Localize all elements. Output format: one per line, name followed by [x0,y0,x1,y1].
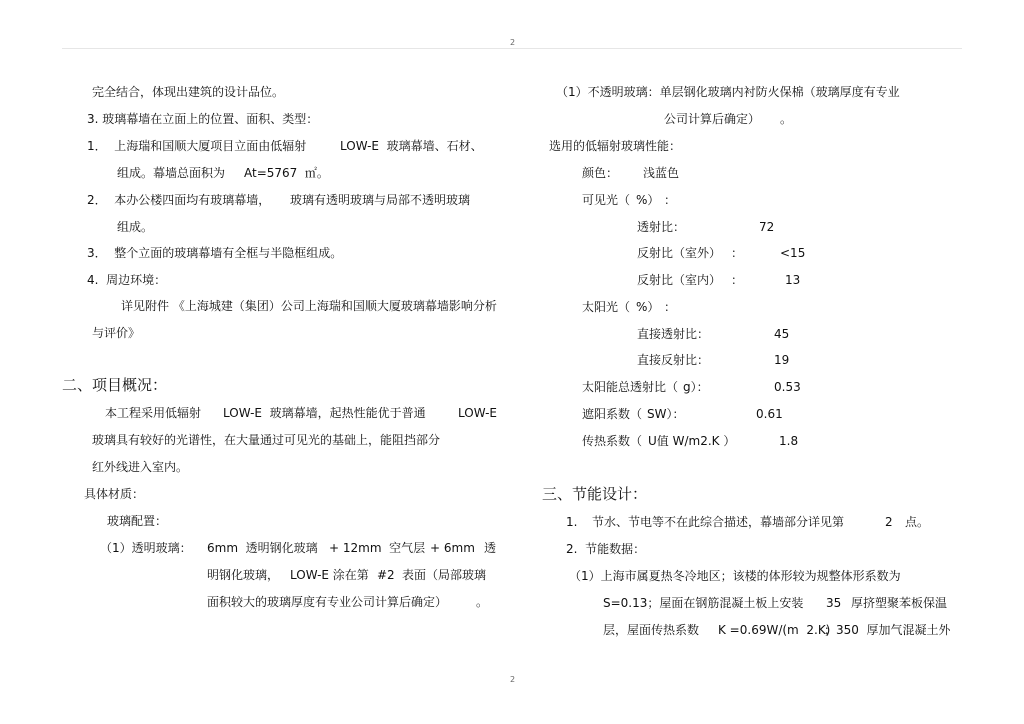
text-fragment: 2 [885,515,893,529]
property-label: 传热系数（ [582,434,643,448]
text-fragment: 点。 [905,515,930,529]
text-fragment: 。 [780,112,793,126]
property-label: ： [664,193,677,207]
text-fragment: 节水、节电等不在此综合描述，幕墙部分详见第 [592,515,845,529]
text-fragment: ；350 厚加气混凝土外 [824,623,951,637]
text-fragment: （1）透明玻璃： [100,541,192,555]
property-value: 72 [759,220,775,234]
property-label: 太阳光（ [582,300,631,314]
text-fragment: LOW-E [458,406,497,420]
property-label: ： [731,273,744,287]
property-value: 1.8 [779,434,799,448]
text-fragment: 面积较大的玻璃厚度有专业公司计算后确定） [207,595,448,609]
property-value: 0.53 [774,380,801,394]
text-line: 具体材质： [84,487,145,501]
property-label: SW）： [647,407,685,421]
text-fragment: S=0.13；屋面在钢筋混凝土板上安装 [603,596,804,610]
text-line: （1）不透明玻璃：单层钢化玻璃内衬防火保棉（玻璃厚度有专业 [556,85,900,99]
section-heading-energy-design: 三、节能设计： [542,485,648,503]
text-fragment: 6mm 透明钢化玻璃 [207,541,318,555]
text-line: 与评价》 [92,326,141,340]
text-line: 完全结合，体现出建筑的设计品位。 [92,85,285,99]
page-number-top: 2 [510,38,516,47]
text-fragment: 35 [826,596,842,610]
text-fragment: 层，屋面传热系数 [603,623,700,637]
text-fragment: + 12mm 空气层 [329,541,426,555]
property-label: 颜色： [582,166,619,180]
property-label: ： [731,246,744,260]
text-fragment: 1. [566,515,578,529]
list-item-2: 2． 本办公楼四面均有玻璃幕墙， [87,193,271,207]
text-fragment: #2 [377,568,395,582]
section-item-3: 3. 玻璃幕墙在立面上的位置、面积、类型： [87,112,319,126]
list-item-3: 3． 整个立面的玻璃幕墙有全框与半隐框组成。 [87,246,343,260]
text-line: 选用的低辐射玻璃性能： [549,139,682,153]
list-item-4: 4. 周边环境： [87,273,167,287]
text-fragment: 组成。幕墙总面积为 [117,166,226,180]
section-heading-project-overview: 二、项目概况： [62,376,168,394]
property-label: 直接透射比： [637,327,710,341]
property-label: U值 W/m2.K ） [648,434,736,448]
text-fragment: 公司计算后确定） [664,112,761,126]
property-label: 遮阳系数（ [582,407,643,421]
property-label: ： [664,300,677,314]
text-line: 玻璃配置： [107,514,168,528]
page-top-rule [62,48,962,49]
text-fragment: 本工程采用低辐射 [105,406,202,420]
property-label: 太阳能总透射比（ [582,380,679,394]
text-line: 2. 节能数据： [566,542,646,556]
text-fragment: LOW-E 涂在第 [290,568,369,582]
text-fragment: LOW-E 玻璃幕墙，起热性能优于普通 [223,406,426,420]
text-line: 玻璃具有较好的光谱性，在大量通过可见光的基础上，能阻挡部分 [92,433,441,447]
text-fragment: + 6mm [430,541,475,555]
text-line: （1）上海市属夏热冬冷地区；该楼的体形较为规整体形系数为 [569,569,901,583]
text-fragment: LOW-E 玻璃幕墙、石材、 [340,139,483,153]
property-label: 反射比（室内） [637,273,722,287]
property-label: %） [636,300,660,314]
property-value: 13 [785,273,801,287]
property-label: 直接反射比： [637,353,710,367]
text-fragment: 玻璃有透明玻璃与局部不透明玻璃 [290,193,471,207]
text-fragment: 明钢化玻璃， [207,568,280,582]
property-value: 浅蓝色 [643,166,680,180]
text-fragment: 厚挤塑聚苯板保温 [851,596,948,610]
property-value: 0.61 [756,407,783,421]
text-line: 详见附件 《上海城建（集团）公司上海瑞和国顺大厦玻璃幕墙影响分析 [121,299,497,313]
page-number-bottom: 2 [510,675,516,684]
text-fragment: K =0.69W/(m 2.K) [718,623,831,637]
text-fragment: 透 [484,541,497,555]
property-label: g）： [683,380,709,394]
text-fragment: 表面（局部玻璃 [402,568,487,582]
property-label: 可见光（ [582,193,631,207]
text-fragment: 。 [476,595,489,609]
property-value: 45 [774,327,790,341]
area-value: At=5767 ㎡。 [244,166,329,180]
property-label: %） [636,193,660,207]
list-item-1: 1． 上海瑞和国顺大厦项目立面由低辐射 [87,139,307,153]
property-label: 反射比（室外） [637,246,722,260]
text-line: 红外线进入室内。 [92,460,189,474]
property-value: <15 [780,246,806,260]
property-label: 透射比： [637,220,686,234]
text-fragment: 组成。 [117,220,154,234]
property-value: 19 [774,353,790,367]
